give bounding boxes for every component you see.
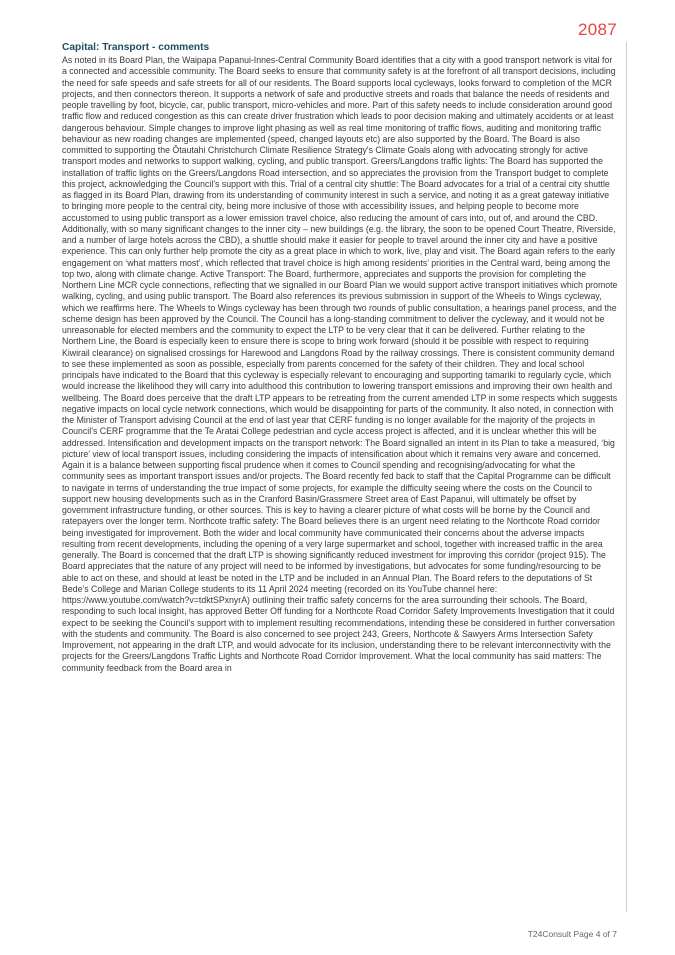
page-footer: T24Consult Page 4 of 7 — [527, 929, 617, 939]
document-body — [62, 42, 627, 912]
section-body-text: As noted in its Board Plan, the Waipapa Papanui-Innes-Central Community Board identifies that a city with a good transport network is vital for a connected and accessible community. The Board seeks to ensure that community safety is at the forefront of all transport decisions, including the need for safe speeds and safe streets for all of our residents. The Board supports local cycleways, looks forward to completion of the MCR projects, and then connectors thereon. It supports a network of safe and productive streets and roads that balance the needs of residents and people travelling by foot, bicycle, car, public transport, micro-vehicles and more. Part of this safety needs to include consideration around good traffic flow and reduced congestion as this can create driver frustration which leads to poor decision making and ultimately accidents or at least dangerous behaviour. Simple changes to improve light phasing as well as real time monitoring of traffic flows, auditing and monitoring traffic behaviour as new roading changes are implemented (speed, changed layouts etc) are also supported by the Board. The Board is also committed to supporting the Ōtautahi Christchurch Climate Resilience Strategy's Climate Goals along with advocating strongly for active transport modes and networks to support walking, cycling, and public transport. Greers/Langdons traffic lights: The Board has supported the installation of traffic lights on the Greers/Langdons Road intersection, and so appreciates the provision from the Transport budget to complete this project, acknowledging the Council’s support with this. Trial of a central city shuttle: The Board advocates for a trial of a central city shuttle as flagged in its Board Plan, drawing from its understanding of community interest in such a service, and noting it as a great gateway initiative to bringing more people to the central city, being more inclusive of those with accessibility issues, and helping people to become more accustomed to using public transport as a lower emission travel choice, also reducing the amount of cars into, out of, and around the CBD. Additionally, with so many significant changes to the inner city – new buildings (e.g. the library, the soon to be opened Court Theatre, Riverside, and a number of large hotels across the CBD), a shuttle should make it easier for people to travel around the inner city and have a positive experience. This can only further help promote the city as a great place in which to work, live, play and visit. The Board again refers to the early engagement on ‘what matters most’, which reflected that travel choice is high among residents’ priorities in the Central ward, being among the top two, along with climate change. Active Transport: The Board, furthermore, appreciates and supports the provision for completing the Northern Line MCR cycle connections, reflecting that we signalled in our Board Plan we would support active transport initiatives which promote walking, cycling, and using public transport. The Board also references its previous submission in support of the Wheels to Wings cycleway, which we reaffirms here. The Wheels to Wings cycleway has been through two rounds of public consultation, a hearings panel process, and the scheme design has been approved by the Council. The Council has a long-standing commitment to deliver the cycleway, and it would not be unreasonable for elected members and the community to expect the LTP to be very clear that it can be delivered. Further relating to the Northern Line, the Board is especially keen to ensure there is scope to bring work forward (should it be possible with respect to requiring Kiwirail clearance) on signalised crossings for Harewood and Langdons Road by the railway crossings. There is consistent community demand to see these implemented as soon as possible, especially from parents concerned for the safety of their children. They and local school principals have indicated to the Board that this cycleway is especially relevant to encouraging and supporting tamariki to regularly cycle, which would increase the likelihood they will carry into adulthood this contribution to lowering transport emissions and improving their own health and wellbeing. The Board does perceive that the draft LTP appears to be retreating from the current amended LTP in some respects which suggests negative impacts on local cycle network connections, which would be disappointing for parts of the community. It also noted, in connection with the Minister of Transport advising Council at the end of last year that CERF funding is no longer available for the majority of the projects in Council’s CERF programme that the Te Aratai College pedestrian and cycle access project is affected, and it is unclear whether this will be addressed. Intensification and development impacts on the transport network: The Board signalled an intent in its Plan to take a measured, ‘big picture’ view of local transport issues, including considering the impacts of intensification about which it remains very aware and concerned. Again it is a balance between supporting fiscal prudence when it comes to Council spending and recognising/advocating for what the community sees as important transport issues and/or projects. The Board recently fed back to staff that the Capital Programme can be difficult to navigate in terms of understanding the true impact of some projects, for example the difficulty seeing where the costs on the Council to support new housing developments such as in the Cranford Basin/Grassmere Street area of East Papanui, will ultimately be offset by government infrastructure funding, or other sources. This is key to having a clearer picture of what costs will be borne by the Council and ratepayers over the longer term. Northcote traffic safety: The Board believes there is an urgent need relating to the Northcote Road corridor being investigated for improvement. Both the wider and local community have communicated their concerns about the adverse impacts resulting from recent developments, including the opening of a very large supermarket and school, together with increased traffic in the area generally. The Board is concerned that the draft LTP is showing significantly reduced investment for improving this corridor (project 915). The Board appreciates that the nature of any project will need to be informed by investigations, but advocates for some funding/resourcing to be able to act on these, and should at least be noted in the LTP and be included in an Annual Plan. The Board refers to the deputations of St Bede’s College and Marian College students to its 11 April 2024 meeting (recorded on its YouTube channel here: https://www.youtube.com/watch?v=tdktSPxnyrA) outlining their traffic safety concerns for the area surrounding their schools. The Board, responding to such local insight, has approved Better Off funding for a Northcote Road Corridor Safety Improvements Investigation that it could expect to be seeking the Council’s support with to implement resulting recommendations, intending these be considered in further conversation with the students and community. The Board is also concerned to see project 243, Greers, Northcote & Sawyers Arms Intersection Safety Improvement, not appearing in the draft LTP, and would advocate for its inclusion, understanding there to be relevant interconnectivity with the projects for the Greers/Langdons Traffic Lights and Northcote Road Corridor Improvement. What the local community has said matters: The community feedback from the Board area in — [62, 55, 618, 673]
section-heading: Capital: Transport - comments — [62, 42, 210, 53]
page-number: 2087 — [577, 20, 617, 39]
